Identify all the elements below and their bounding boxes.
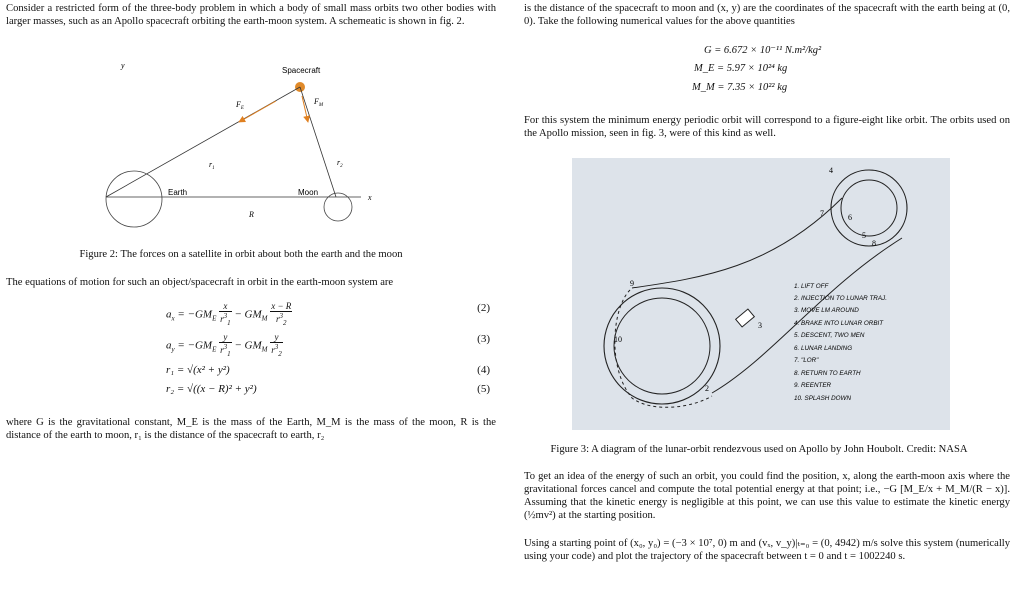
fig3-legend-4: 4. BRAKE INTO LUNAR ORBIT: [794, 320, 884, 327]
equation-4-number: (4): [477, 364, 490, 376]
figure-3-diagram: [572, 158, 950, 430]
equations-intro: The equations of motion for such an object/spacecraft in orbit in the earth-moon system are: [6, 277, 394, 288]
figure-3-caption: Figure 3: A diagram of the lunar-orbit rendezvous used on Apollo by John Houbolt. Credit: NASA: [550, 444, 968, 455]
fig3-label-8: 8: [872, 239, 876, 248]
fig3-legend-3: 3. MOVE LM AROUND: [794, 307, 859, 314]
earth-label: Earth: [168, 188, 188, 197]
fm-label: $F_M$: [314, 97, 324, 108]
x-axis-label: x: [368, 193, 372, 202]
equation-2: $a_x = -GM_E$ $\frac{x}{r^3_1}$ − $GM_M$ $\frac{x - R}{r^3_2}$ (2): [166, 301, 490, 327]
continuation-paragraph: is the distance of the spacecraft to moon and (x, y) are the coordinates of the spacecraft with the earth being at (0, 0). Take the following numerical values for the above quantities: [524, 3, 1010, 27]
constant-G: G = 6.672 × 10⁻¹¹ N.m²/kg²: [704, 45, 822, 56]
fig3-legend-2: 2. INJECTION TO LUNAR TRAJ.: [794, 295, 887, 302]
fig3-label-6: 6: [848, 213, 852, 222]
equation-5: r₂ = √((x − R)² + y²) (5): [166, 383, 490, 395]
equation-3-number: (3): [477, 333, 490, 345]
fig3-label-7: 7: [820, 209, 824, 218]
r2-label: $r_2$: [337, 158, 343, 169]
figure-2-caption: Figure 2: The forces on a satellite in orbit about both the earth and the moon: [79, 249, 403, 260]
equation-5-number: (5): [477, 383, 490, 395]
starting-point-paragraph: Using a starting point of (x₀, y₀) = (−3 × 10⁷, 0) m and (vₓ, v_y)|ₜ₌₀ = (0, 4942) m/s solve this system (numerically using your code) and plot the trajectory of the spacecraft between t = 0 and t = 1002240 s.: [524, 538, 1010, 562]
fig3-label-3: 3: [758, 321, 762, 330]
moon-label: Moon: [298, 188, 319, 197]
figure-3-background: [572, 158, 950, 430]
where-paragraph: where G is the gravitational constant, M_E is the mass of the Earth, M_M is the mass of the moon, R is the distance of the earth to moon, r₁ is the distance of the spacecraft to earth, r₂: [6, 417, 496, 441]
figure-2-diagram: [76, 54, 496, 254]
y-axis-label: y: [121, 61, 125, 70]
fig3-label-5: 5: [862, 231, 866, 240]
fe-label: $F_E$: [236, 100, 244, 111]
r1-label: $r_1$: [209, 160, 215, 171]
energy-paragraph: To get an idea of the energy of such an orbit, you could find the position, x, along the earth-moon axis where the gravitational forces cancel and compute the total potential energy at that point; i.e., −G [M_E/x + M_M/(R − x)]. Assuming that the kinetic energy is negligible at this point, we can use this value to estimate the kinetic energy (½mv²) at the starting position.: [524, 471, 1010, 521]
fig3-label-2: 2: [705, 384, 709, 393]
fig3-legend-8: 8. RETURN TO EARTH: [794, 370, 861, 377]
earth-circle: [106, 171, 162, 227]
fig3-label-9: 9: [630, 279, 634, 288]
equation-3: $a_y = -GM_E$ $\frac{y}{r^3_1}$ − $GM_M$ $\frac{y}{r^3_2}$ (3): [166, 332, 490, 358]
constant-MM: M_M = 7.35 × 10²² kg: [692, 82, 788, 93]
constant-ME: M_E = 5.97 × 10²⁴ kg: [694, 63, 788, 74]
fig3-label-10: 10: [614, 335, 622, 344]
R-label: R: [249, 210, 254, 219]
fig3-legend-7: 7. "LOR": [794, 357, 819, 364]
fig3-legend-9: 9. REENTER: [794, 382, 832, 389]
intro-paragraph: Consider a restricted form of the three-body problem in which a body of small mass orbits two other bodies with larger masses, such as an Apollo spacecraft orbiting the earth-moon system. A schemeatic is shown in fig. 2.: [6, 3, 496, 27]
equation-4: r₁ = √(x² + y²) (4): [166, 364, 490, 376]
fig3-legend-10: 10. SPLASH DOWN: [794, 395, 852, 402]
fig3-legend-6: 6. LUNAR LANDING: [794, 345, 853, 352]
spacecraft-label: Spacecraft: [282, 66, 321, 75]
equation-2-number: (2): [477, 302, 490, 314]
fig3-legend-5: 5. DESCENT, TWO MEN: [794, 332, 865, 339]
fe-arrow: [239, 101, 276, 122]
fig3-legend-1: 1. LIFT OFF: [794, 283, 829, 290]
figure-eight-paragraph: For this system the minimum energy periodic orbit will correspond to a figure-eight like orbit. The orbits used on the Apollo mission, seen in fig. 3, were of this kind as well.: [524, 115, 1010, 139]
fig3-label-4: 4: [829, 166, 833, 175]
